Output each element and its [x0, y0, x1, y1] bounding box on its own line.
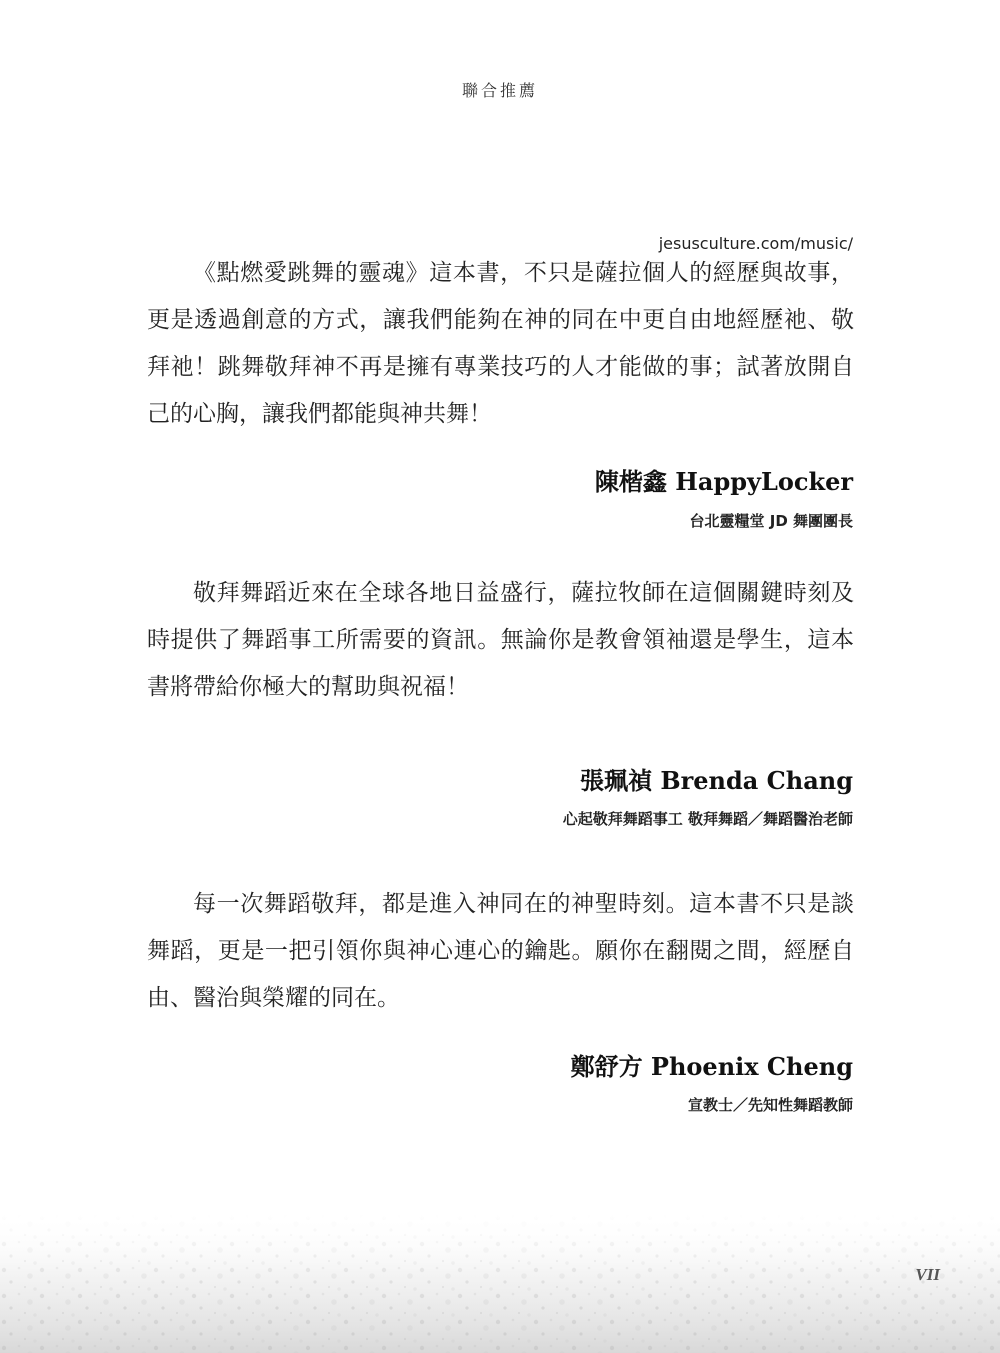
- endorser-role-1: 台北靈糧堂 JD 舞團團長: [689, 512, 853, 530]
- endorser-name-1: 陳楷鑫 HappyLocker: [594, 467, 853, 496]
- decorative-texture: [0, 1213, 1000, 1353]
- source-url: jesusculture.com/music/: [658, 234, 853, 253]
- endorser-name-3: 鄭舒方 Phoenix Cheng: [570, 1052, 853, 1081]
- endorsement-text-2: 敬拜舞蹈近來在全球各地日益盛行，薩拉牧師在這個關鍵時刻及時提供了舞蹈事工所需要的資訊。無論你是教會領袖還是學生，這本書將帶給你極大的幫助與祝福！: [147, 580, 854, 700]
- endorser-name-2: 張珮禎 Brenda Chang: [579, 766, 853, 795]
- endorser-role-2: 心起敬拜舞蹈事工 敬拜舞蹈／舞蹈醫治老師: [562, 810, 853, 828]
- running-head: 聯合推薦: [461, 81, 538, 100]
- endorser-role-3: 宣教士／先知性舞蹈教師: [687, 1096, 853, 1114]
- endorsement-text-1: 《點燃愛跳舞的靈魂》這本書，不只是薩拉個人的經歷與故事，更是透過創意的方式，讓我們能夠在神的同在中更自由地經歷祂、敬拜祂！跳舞敬拜神不再是擁有專業技巧的人才能做的事；試著放開自己的心胸，讓我們都能與神共舞！: [147, 260, 854, 427]
- endorsement-text-3: 每一次舞蹈敬拜，都是進入神同在的神聖時刻。這本書不只是談舞蹈，更是一把引領你與神心連心的鑰匙。願你在翻閱之間，經歷自由、醫治與榮耀的同在。: [147, 891, 854, 1011]
- page-number: VII: [915, 1265, 940, 1284]
